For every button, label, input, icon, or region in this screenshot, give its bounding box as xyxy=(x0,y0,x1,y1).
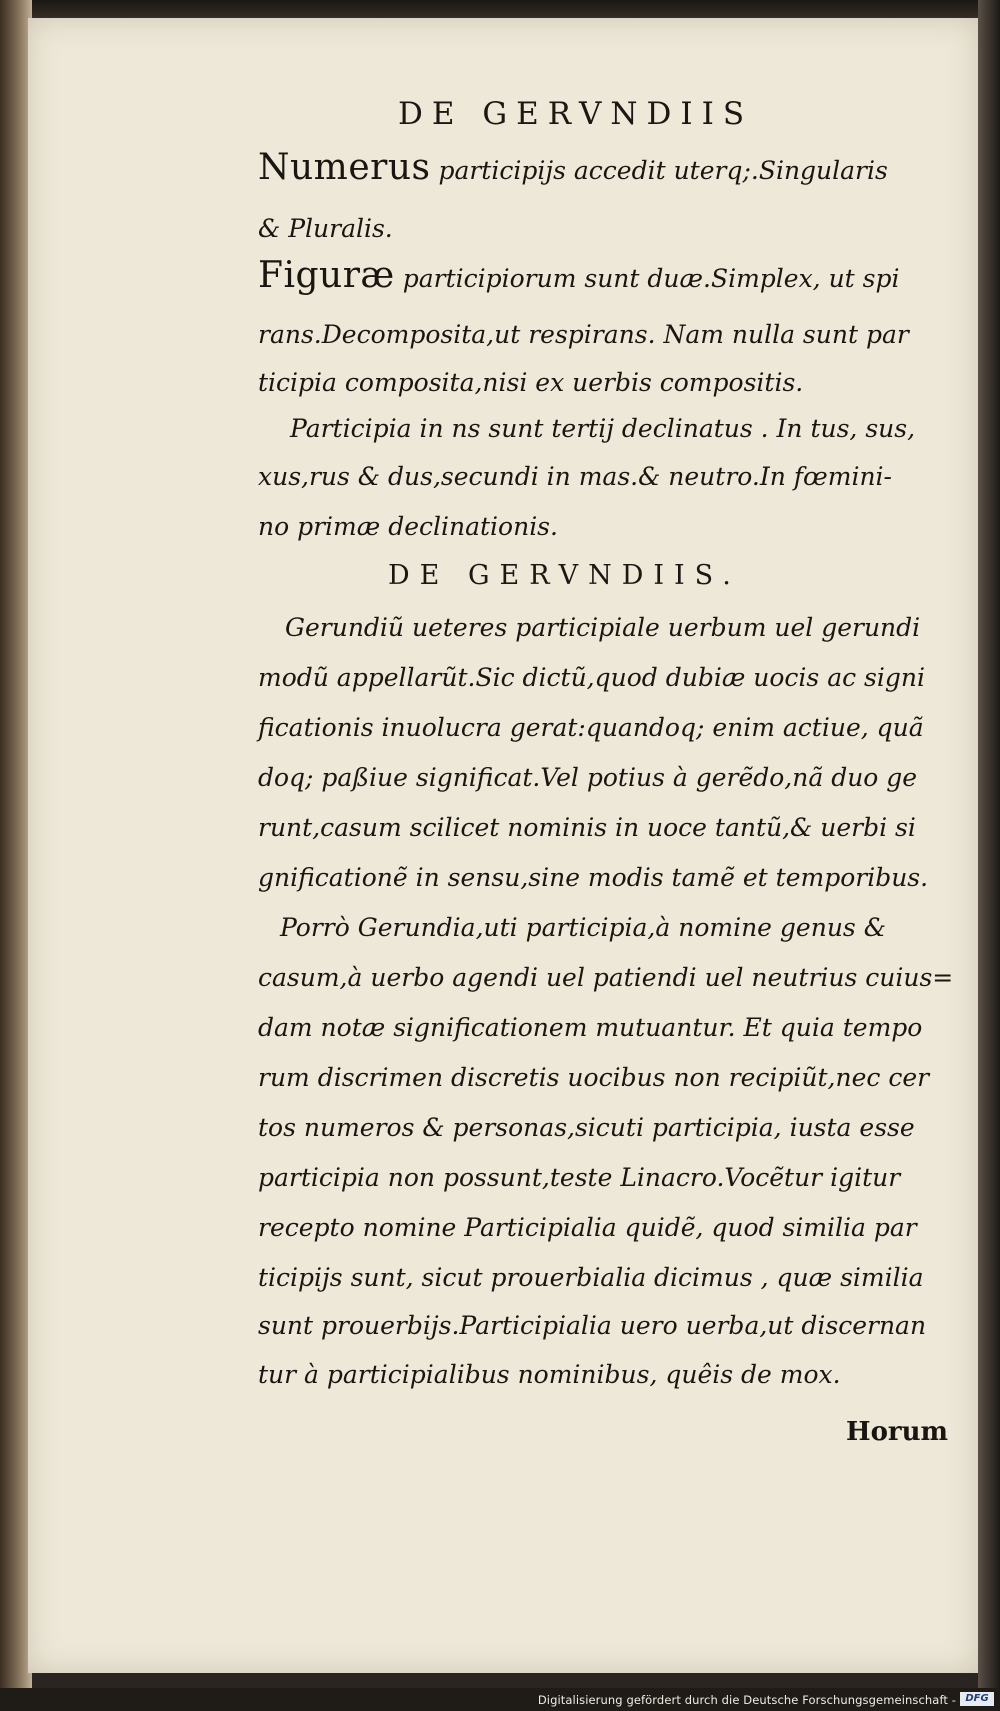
text-line: xus,rus & dus,secundi in mas.& neutro.In fœmini- xyxy=(258,462,892,491)
lead-word: Figuræ xyxy=(258,255,395,296)
text-line: gnificationẽ in sensu,sine modis tamẽ et temporibus. xyxy=(258,863,929,892)
line-text: participiorum sunt duæ.Simplex, ut spi xyxy=(394,264,900,293)
page-right-edge xyxy=(978,0,1000,1711)
dfg-logo-icon: DFG xyxy=(960,1692,994,1706)
catchword: Horum xyxy=(846,1417,949,1447)
text-line: doq; paßiue significat.Vel potius à gerẽdo,nã duo ge xyxy=(258,763,918,792)
text-line xyxy=(258,255,948,296)
text-line: Gerundiũ ueteres participiale uerbum uel gerundi xyxy=(285,613,921,642)
text-line: runt,casum scilicet nominis in uoce tantũ,& uerbi si xyxy=(258,813,916,842)
text-line: dam notæ significationem mutuantur. Et quia tempo xyxy=(258,1013,923,1042)
text-line: Participia in ns sunt tertij declinatus . In tus, sus, xyxy=(290,414,916,443)
lead-word: Numerus xyxy=(258,147,431,188)
text-line: ficationis inuolucra gerat:quandoq; enim actiue, quã xyxy=(258,713,924,742)
text-line: sunt prouerbijs.Participialia uero uerba,ut discernan xyxy=(258,1311,927,1340)
text-line: Porrò Gerundia,uti participia,à nomine genus & xyxy=(280,913,886,942)
text-line: ticipia composita,nisi ex uerbis compositis. xyxy=(258,368,804,397)
running-head: DE GERVNDIIS xyxy=(398,96,754,132)
footer-credit: Digitalisierung gefördert durch die Deutsche Forschungsgemeinschaft - xyxy=(537,1693,956,1707)
text-line: participia non possunt,teste Linacro.Vocẽtur igitur xyxy=(258,1163,901,1192)
section-heading: DE GERVNDIIS. xyxy=(388,560,741,591)
text-line: modũ appellarũt.Sic dictũ,quod dubiæ uocis ac signi xyxy=(258,663,925,692)
text-line: tos numeros & personas,sicuti participia, iusta esse xyxy=(258,1113,915,1142)
text-line: tur à participialibus nominibus, quêis de mox. xyxy=(258,1360,841,1389)
line-text: participijs accedit uterq;.Singularis xyxy=(430,156,888,185)
text-line: casum,à uerbo agendi uel patiendi uel neutrius cuius= xyxy=(258,963,954,992)
text-line: no primæ declinationis. xyxy=(258,512,558,541)
text-line: & Pluralis. xyxy=(258,214,393,243)
text-line: ticipijs sunt, sicut prouerbialia dicimus , quæ similia xyxy=(258,1263,924,1292)
text-line: recepto nomine Participialia quidẽ, quod similia par xyxy=(258,1213,917,1242)
text-line xyxy=(258,147,948,188)
text-line: rans.Decomposita,ut respirans. Nam nulla sunt par xyxy=(258,320,909,349)
text-line: rum discrimen discretis uocibus non recipiũt,nec cer xyxy=(258,1063,930,1092)
